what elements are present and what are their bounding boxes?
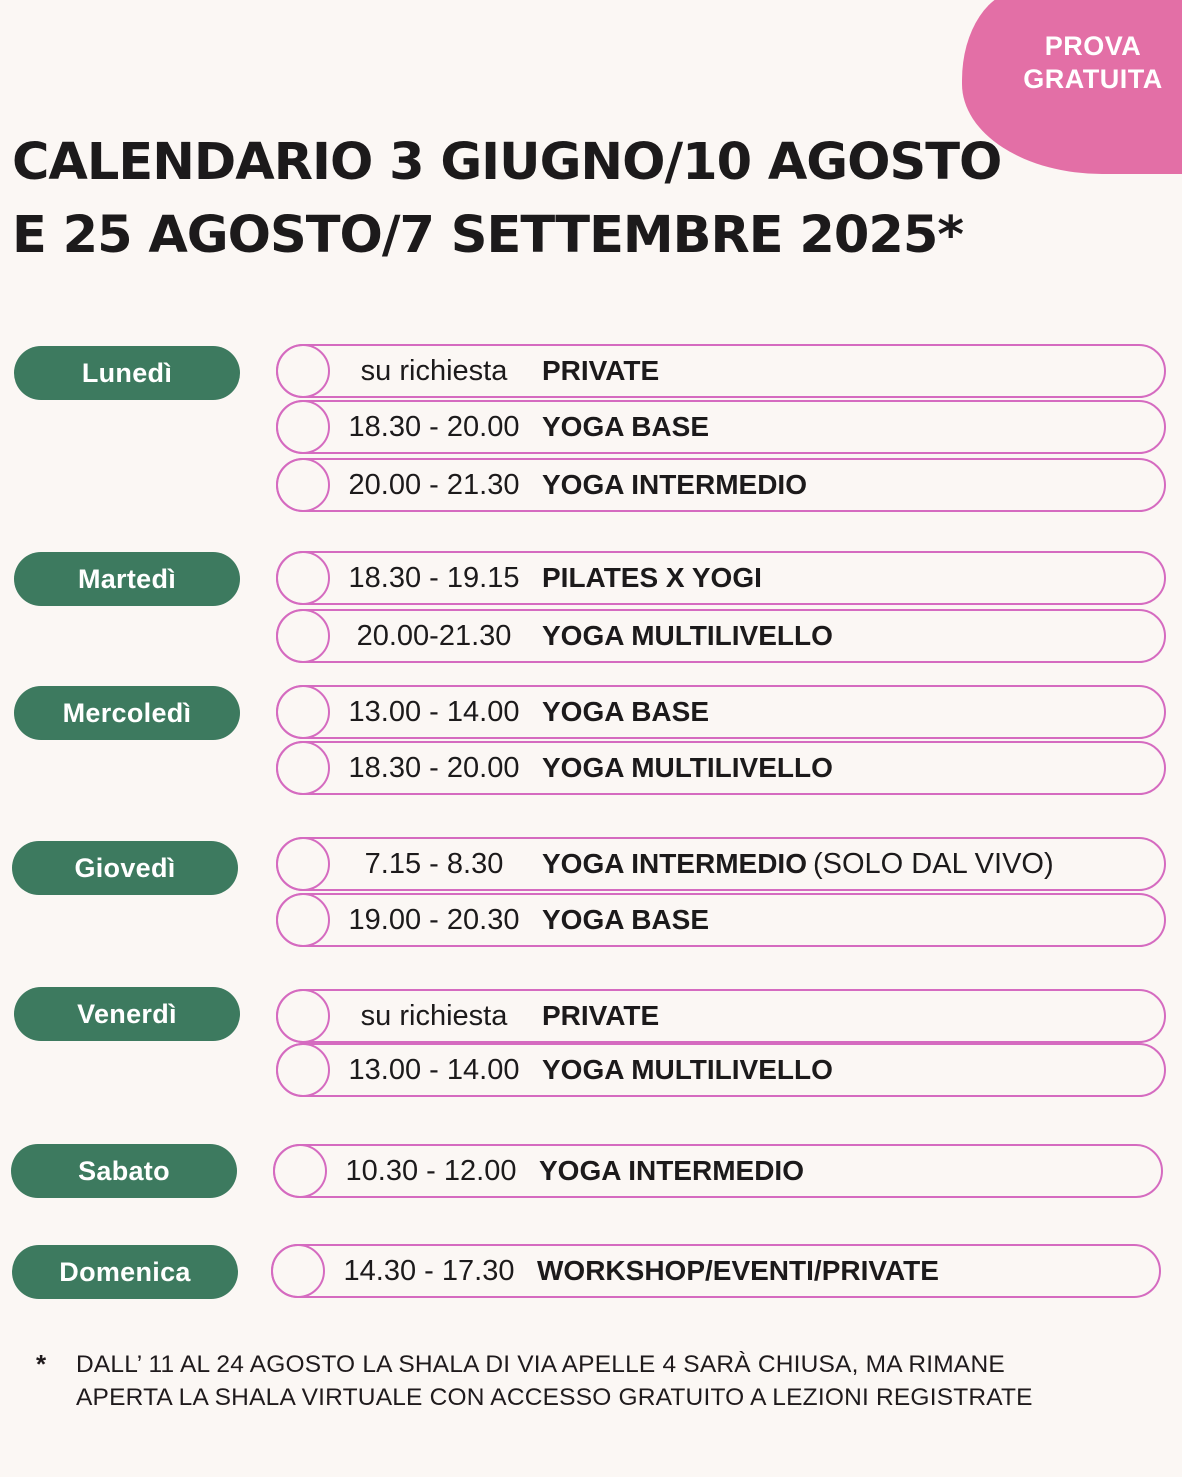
schedule-slot[interactable] xyxy=(276,400,1166,454)
schedule-slot[interactable] xyxy=(276,344,1166,398)
day-label-giovedi: Giovedì xyxy=(12,841,238,895)
slot-note: (SOLO DAL VIVO) xyxy=(812,847,1054,880)
slot-time: 7.15 - 8.30 xyxy=(364,847,504,880)
slot-time: 20.00-21.30 xyxy=(356,619,512,652)
schedule-slot[interactable] xyxy=(276,458,1166,512)
slot-class: YOGA INTERMEDIO xyxy=(539,1155,804,1186)
schedule-slot[interactable] xyxy=(276,1043,1166,1097)
slot-class: PRIVATE xyxy=(542,355,660,386)
slot-circle xyxy=(276,893,330,947)
slot-time: 14.30 - 17.30 xyxy=(343,1254,515,1287)
schedule-slot[interactable] xyxy=(276,609,1166,663)
slot-circle xyxy=(276,400,330,454)
free-trial-badge-text: PROVA GRATUITA xyxy=(1023,31,1163,94)
day-label-martedi: Martedì xyxy=(14,552,240,606)
slot-time: su richiesta xyxy=(360,354,508,387)
slot-time: 20.00 - 21.30 xyxy=(348,468,520,501)
slot-time: 18.30 - 20.00 xyxy=(348,410,520,443)
slot-time: 13.00 - 14.00 xyxy=(348,1053,520,1086)
schedule-slot[interactable] xyxy=(276,837,1166,891)
slot-class: YOGA INTERMEDIO xyxy=(542,469,807,500)
slot-circle xyxy=(276,609,330,663)
schedule-slot[interactable] xyxy=(276,685,1166,739)
day-label-venerdi: Venerdì xyxy=(14,987,240,1041)
title-line-1: CALENDARIO 3 GIUGNO/10 AGOSTO xyxy=(12,133,1002,192)
slot-circle xyxy=(276,344,330,398)
schedule-slot[interactable] xyxy=(271,1244,1161,1298)
slot-circle xyxy=(276,837,330,891)
day-label-domenica: Domenica xyxy=(12,1245,238,1299)
slot-circle xyxy=(276,685,330,739)
slot-circle xyxy=(276,551,330,605)
slot-circle xyxy=(276,741,330,795)
schedule-slot[interactable] xyxy=(273,1144,1163,1198)
schedule-slot[interactable] xyxy=(276,551,1166,605)
slot-class: YOGA BASE xyxy=(542,904,709,935)
schedule-slot[interactable] xyxy=(276,989,1166,1043)
slot-class: YOGA INTERMEDIO (SOLO DAL VIVO) xyxy=(542,847,1054,880)
slot-circle xyxy=(271,1244,325,1298)
slot-circle xyxy=(276,989,330,1043)
slot-class: PILATES X YOGI xyxy=(542,562,762,593)
slot-time: 18.30 - 20.00 xyxy=(348,751,520,784)
slot-time: su richiesta xyxy=(360,999,508,1032)
footnote xyxy=(36,1348,1146,1414)
footnote-line-1: DALL’ 11 AL 24 AGOSTO LA SHALA DI VIA APELLE 4 SARÀ CHIUSA, MA RIMANE xyxy=(76,1351,1005,1378)
schedule-slot[interactable] xyxy=(276,741,1166,795)
slot-class: YOGA BASE xyxy=(542,411,709,442)
day-label-lunedi: Lunedì xyxy=(14,346,240,400)
day-label-mercoledi: Mercoledì xyxy=(14,686,240,740)
slot-class: WORKSHOP/EVENTI/PRIVATE xyxy=(537,1255,939,1286)
slot-class: YOGA MULTILIVELLO xyxy=(542,1054,833,1085)
slot-class: YOGA MULTILIVELLO xyxy=(542,752,833,783)
slot-class: PRIVATE xyxy=(542,1000,660,1031)
schedule-slot[interactable] xyxy=(276,893,1166,947)
slot-circle xyxy=(276,1043,330,1097)
slot-class: YOGA BASE xyxy=(542,696,709,727)
slot-circle xyxy=(273,1144,327,1198)
slot-class: YOGA MULTILIVELLO xyxy=(542,620,833,651)
title-line-2: E 25 AGOSTO/7 SETTEMBRE 2025* xyxy=(12,206,964,265)
slot-time: 13.00 - 14.00 xyxy=(348,695,520,728)
slot-time: 19.00 - 20.30 xyxy=(348,903,520,936)
asterisk-icon: * xyxy=(36,1349,47,1379)
slot-time: 18.30 - 19.15 xyxy=(348,561,520,594)
footnote-line-2: APERTA LA SHALA VIRTUALE CON ACCESSO GRATUITO A LEZIONI REGISTRATE xyxy=(76,1384,1033,1411)
slot-circle xyxy=(276,458,330,512)
slot-time: 10.30 - 12.00 xyxy=(345,1154,517,1187)
day-label-sabato: Sabato xyxy=(11,1144,237,1198)
page-title xyxy=(12,126,1001,272)
